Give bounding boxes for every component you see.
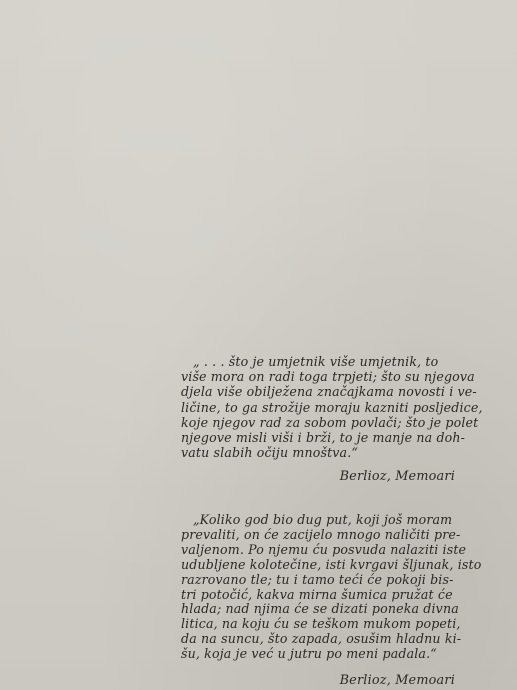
quote-line: djela više obilježena značajkama novosti i ve- — [181, 384, 477, 400]
quote-line: „Koliko god bio dug put, koji još moram — [193, 512, 453, 527]
quote-line: valjenom. Po njemu ću posvuda nalaziti iste — [181, 541, 467, 557]
quote-line: njegove misli viši i brži, to je manje na doh- — [181, 430, 466, 446]
quote-line: koje njegov rad za sobom povlači; što je polet — [181, 414, 479, 430]
epigraph-quote-2 — [181, 512, 482, 662]
quote-line: hlada; nad njima će se dizati poneka divna — [181, 601, 459, 617]
quote-line: da na suncu, što zapada, osušim hladnu ki- — [181, 631, 462, 647]
quote-line: „ . . . što je umjetnik više umjetnik, to — [193, 354, 439, 369]
quote-line: razrovano tle; tu i tamo teći će pokoji bis- — [181, 571, 454, 587]
quote-line: više mora on radi toga trpjeti; što su njegova — [181, 369, 475, 385]
quote-attribution-2: Berlioz, Memoari — [339, 673, 455, 688]
quote-line: udubljene kolotečine, isti kvrgavi šljunak, isto — [181, 556, 482, 572]
quote-line: litica, na koju ću se teškom mukom popeti, — [181, 616, 461, 632]
quote-line: vatu slabih očiju mnoštva.“ — [181, 445, 358, 461]
epigraph-quote-1 — [181, 354, 483, 461]
quote-attribution-1: Berlioz, Memoari — [339, 469, 455, 484]
quote-line: šu, koja je već u jutru po meni padala.“ — [181, 646, 437, 662]
quote-line: prevaliti, on će zacijelo mnogo naličiti pre- — [181, 526, 461, 542]
quote-line: ličine, to ga strožije moraju kazniti posljedice, — [181, 399, 483, 415]
quote-line: tri potočić, kakva mirna šumica pružat će — [181, 586, 453, 602]
